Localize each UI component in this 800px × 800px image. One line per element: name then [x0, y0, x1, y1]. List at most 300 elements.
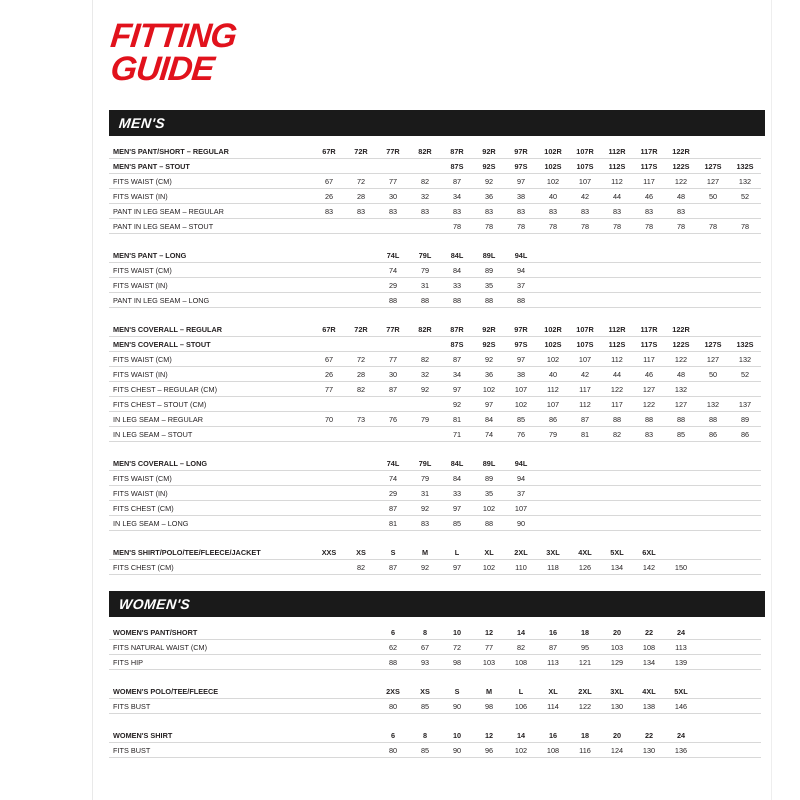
table-cell: 117 [601, 397, 633, 412]
table-cell: 102 [505, 743, 537, 758]
table-cell: M [473, 684, 505, 699]
table-cell: 113 [537, 655, 569, 670]
table-cell: 74L [377, 248, 409, 263]
table-cell: 92R [473, 144, 505, 159]
table-cell: 97 [473, 397, 505, 412]
table-cell [601, 501, 633, 516]
table-cell: 48 [665, 367, 697, 382]
table-cell: 67R [313, 322, 345, 337]
table-cell: 137 [729, 397, 761, 412]
row-label: MEN'S COVERALL – STOUT [109, 337, 313, 352]
table-cell: 46 [633, 367, 665, 382]
table-cell: 70 [313, 412, 345, 427]
table-cell [537, 293, 569, 308]
table-block-gap [93, 308, 771, 322]
table-cell: 88 [505, 293, 537, 308]
table-cell [697, 204, 729, 219]
table-cell: 10 [441, 728, 473, 743]
table-cell [697, 248, 729, 263]
table-cell [313, 501, 345, 516]
table-cell: 83 [409, 204, 441, 219]
table-cell: 46 [633, 189, 665, 204]
table-cell [537, 456, 569, 471]
table-cell [345, 278, 377, 293]
table-cell [729, 560, 761, 575]
table-cell [697, 471, 729, 486]
table-cell: 122 [601, 382, 633, 397]
table-cell: 40 [537, 367, 569, 382]
table-cell [697, 625, 729, 640]
table-cell: 82 [345, 560, 377, 575]
table-cell: 30 [377, 367, 409, 382]
table-cell [729, 322, 761, 337]
table-cell: 107R [569, 144, 601, 159]
table-cell: 8 [409, 728, 441, 743]
size-table [109, 728, 761, 758]
table-cell: 92 [441, 397, 473, 412]
table-cell: 85 [665, 427, 697, 442]
table-cell: 77R [377, 144, 409, 159]
table-cell: 83 [505, 204, 537, 219]
table-cell: 92 [409, 501, 441, 516]
table-cell: 127 [633, 382, 665, 397]
table-cell: 132 [729, 352, 761, 367]
table-cell: 87R [441, 322, 473, 337]
table-cell: 73 [345, 412, 377, 427]
table-cell [729, 486, 761, 501]
table-cell: 36 [473, 367, 505, 382]
document-content [93, 0, 771, 800]
table-cell: 88 [473, 516, 505, 531]
table-cell [345, 397, 377, 412]
page-title-line-2: GUIDE [108, 50, 216, 88]
table-cell: 74 [377, 263, 409, 278]
table-cell [537, 501, 569, 516]
table-cell: 79 [409, 412, 441, 427]
table-cell: 102 [473, 560, 505, 575]
row-label: IN LEG SEAM – REGULAR [109, 412, 313, 427]
table-cell [697, 293, 729, 308]
table-cell [729, 728, 761, 743]
table-cell: 2XL [569, 684, 601, 699]
table-cell: 34 [441, 367, 473, 382]
page-title-line-1: FITTING [108, 17, 238, 55]
table-cell: 78 [697, 219, 729, 234]
table-cell [569, 278, 601, 293]
table-cell [665, 486, 697, 501]
table-cell: 77 [313, 382, 345, 397]
table-cell [697, 743, 729, 758]
table-cell: 77 [377, 352, 409, 367]
row-label: MEN'S PANT – STOUT [109, 159, 313, 174]
table-cell: 127 [697, 352, 729, 367]
table-cell: 92S [473, 337, 505, 352]
table-row [109, 728, 761, 743]
table-cell: 142 [633, 560, 665, 575]
row-label: FITS CHEST (CM) [109, 560, 313, 575]
row-label: WOMEN'S SHIRT [109, 728, 313, 743]
table-cell: XS [345, 545, 377, 560]
table-cell: 103 [601, 640, 633, 655]
table-cell: 92 [473, 174, 505, 189]
table-cell [729, 625, 761, 640]
table-row [109, 412, 761, 427]
table-cell: 112R [601, 144, 633, 159]
table-cell: 116 [569, 743, 601, 758]
table-cell: 118 [537, 560, 569, 575]
table-row [109, 486, 761, 501]
table-cell: 16 [537, 625, 569, 640]
table-cell: 102 [473, 501, 505, 516]
table-cell: 2XL [505, 545, 537, 560]
row-label: PANT IN LEG SEAM – REGULAR [109, 204, 313, 219]
table-cell: 4XL [569, 545, 601, 560]
table-cell: 122 [569, 699, 601, 714]
table-cell [313, 486, 345, 501]
table-cell: 112R [601, 322, 633, 337]
table-cell: 78 [473, 219, 505, 234]
table-cell: 86 [537, 412, 569, 427]
table-row [109, 545, 761, 560]
table-row [109, 684, 761, 699]
table-cell [409, 427, 441, 442]
table-row [109, 352, 761, 367]
table-cell: 88 [665, 412, 697, 427]
table-cell [569, 248, 601, 263]
table-cell: 122 [665, 174, 697, 189]
table-cell: 89L [473, 456, 505, 471]
table-cell [729, 545, 761, 560]
table-cell [729, 293, 761, 308]
table-cell [313, 655, 345, 670]
table-cell [313, 743, 345, 758]
table-cell: 92R [473, 322, 505, 337]
table-cell: XXS [313, 545, 345, 560]
table-cell: L [505, 684, 537, 699]
table-cell: 107 [569, 352, 601, 367]
table-cell: 32 [409, 189, 441, 204]
right-margin-bar [771, 0, 800, 800]
table-cell: 112S [601, 337, 633, 352]
table-cell: 74 [473, 427, 505, 442]
table-cell: 83 [409, 516, 441, 531]
table-cell: XL [537, 684, 569, 699]
table-cell: 83 [377, 204, 409, 219]
table-cell [697, 144, 729, 159]
table-cell: 79 [409, 263, 441, 278]
table-cell [345, 337, 377, 352]
table-cell: 132 [729, 174, 761, 189]
table-cell: 28 [345, 367, 377, 382]
table-row [109, 501, 761, 516]
table-cell: 42 [569, 367, 601, 382]
table-row [109, 159, 761, 174]
table-cell [345, 699, 377, 714]
table-cell: 132S [729, 337, 761, 352]
table-cell: 97R [505, 322, 537, 337]
table-cell: 90 [441, 699, 473, 714]
table-cell: 94L [505, 248, 537, 263]
table-cell: 20 [601, 625, 633, 640]
table-cell: 83 [665, 204, 697, 219]
table-cell [697, 640, 729, 655]
table-cell: 33 [441, 278, 473, 293]
size-table [109, 684, 761, 714]
table-cell [569, 471, 601, 486]
table-cell [313, 728, 345, 743]
table-cell: 102 [505, 397, 537, 412]
table-cell: 34 [441, 189, 473, 204]
table-cell: 89 [729, 412, 761, 427]
table-cell: 107 [537, 397, 569, 412]
table-cell: 127S [697, 159, 729, 174]
table-cell [345, 427, 377, 442]
table-cell: 88 [697, 412, 729, 427]
table-cell: 84L [441, 248, 473, 263]
table-cell: 36 [473, 189, 505, 204]
table-cell [601, 263, 633, 278]
table-cell: 122S [665, 159, 697, 174]
row-label: WOMEN'S PANT/SHORT [109, 625, 313, 640]
table-cell: 52 [729, 367, 761, 382]
table-cell [313, 684, 345, 699]
row-label: FITS WAIST (IN) [109, 486, 313, 501]
table-cell: 12 [473, 728, 505, 743]
table-cell: 14 [505, 728, 537, 743]
table-cell: 18 [569, 625, 601, 640]
table-cell: 97 [505, 352, 537, 367]
table-cell: 67 [313, 352, 345, 367]
table-cell [729, 144, 761, 159]
table-cell [601, 516, 633, 531]
table-cell: 88 [409, 293, 441, 308]
table-cell: 26 [313, 367, 345, 382]
table-cell: 78 [633, 219, 665, 234]
table-cell [665, 248, 697, 263]
table-cell: 89 [473, 263, 505, 278]
row-label: FITS CHEST – REGULAR (CM) [109, 382, 313, 397]
table-cell: 8 [409, 625, 441, 640]
mens-tables [93, 136, 771, 575]
table-row [109, 456, 761, 471]
table-cell: 88 [377, 655, 409, 670]
table-cell: 4XL [633, 684, 665, 699]
row-label: FITS WAIST (IN) [109, 367, 313, 382]
table-row [109, 293, 761, 308]
table-cell: 67R [313, 144, 345, 159]
table-cell: 103 [473, 655, 505, 670]
table-cell: 83 [569, 204, 601, 219]
table-cell [697, 486, 729, 501]
table-cell: 89 [473, 471, 505, 486]
table-cell [377, 337, 409, 352]
table-row [109, 560, 761, 575]
row-label: FITS NATURAL WAIST (CM) [109, 640, 313, 655]
table-cell: 106 [505, 699, 537, 714]
table-cell [345, 743, 377, 758]
row-label: MEN'S PANT/SHORT – REGULAR [109, 144, 313, 159]
table-cell: 130 [601, 699, 633, 714]
table-cell: 83 [441, 204, 473, 219]
table-cell: 97 [441, 501, 473, 516]
table-cell [313, 625, 345, 640]
table-cell [313, 516, 345, 531]
section-header-mens [109, 110, 765, 136]
table-cell: 44 [601, 367, 633, 382]
table-cell [729, 382, 761, 397]
table-cell [729, 501, 761, 516]
table-cell: 122 [665, 352, 697, 367]
table-cell: 126 [569, 560, 601, 575]
table-cell: 98 [441, 655, 473, 670]
table-cell [377, 219, 409, 234]
table-row [109, 655, 761, 670]
table-cell [313, 293, 345, 308]
table-cell: 129 [601, 655, 633, 670]
table-cell: L [441, 545, 473, 560]
table-cell: 82 [409, 352, 441, 367]
table-cell: 88 [633, 412, 665, 427]
table-cell: 37 [505, 486, 537, 501]
table-cell: 76 [377, 412, 409, 427]
table-cell [537, 516, 569, 531]
table-cell [665, 456, 697, 471]
table-cell [697, 655, 729, 670]
table-cell: 97 [505, 174, 537, 189]
table-cell: 117S [633, 159, 665, 174]
table-cell: 2XS [377, 684, 409, 699]
table-row [109, 516, 761, 531]
table-cell: 78 [665, 219, 697, 234]
table-block-gap [93, 670, 771, 684]
table-cell [633, 293, 665, 308]
table-cell: 108 [633, 640, 665, 655]
table-cell: 40 [537, 189, 569, 204]
table-row [109, 382, 761, 397]
table-cell [697, 545, 729, 560]
table-cell: 82 [409, 174, 441, 189]
table-cell: 30 [377, 189, 409, 204]
table-cell: 102 [537, 174, 569, 189]
table-cell [729, 263, 761, 278]
table-cell: 132 [665, 382, 697, 397]
table-cell [729, 516, 761, 531]
row-label: PANT IN LEG SEAM – STOUT [109, 219, 313, 234]
table-cell: 114 [537, 699, 569, 714]
table-cell: 134 [633, 655, 665, 670]
table-cell: 85 [441, 516, 473, 531]
table-cell [313, 427, 345, 442]
table-cell [601, 293, 633, 308]
table-cell: 122 [633, 397, 665, 412]
table-cell: 102 [473, 382, 505, 397]
table-block-gap [93, 234, 771, 248]
size-table [109, 144, 761, 234]
table-cell: 81 [569, 427, 601, 442]
table-cell: 62 [377, 640, 409, 655]
table-cell: 98 [473, 699, 505, 714]
table-cell [697, 263, 729, 278]
table-cell [345, 640, 377, 655]
table-cell: 124 [601, 743, 633, 758]
table-cell [665, 278, 697, 293]
table-cell: 87 [569, 412, 601, 427]
section-header-womens [109, 591, 765, 617]
section-header-mens-label: MEN'S [118, 115, 167, 131]
table-cell: 48 [665, 189, 697, 204]
table-cell [377, 397, 409, 412]
table-cell [313, 560, 345, 575]
table-cell: 121 [569, 655, 601, 670]
table-cell [345, 655, 377, 670]
table-row [109, 144, 761, 159]
table-cell: 97R [505, 144, 537, 159]
table-cell [345, 486, 377, 501]
table-cell: 108 [537, 743, 569, 758]
table-cell: 117 [633, 352, 665, 367]
table-cell [665, 263, 697, 278]
table-cell: 28 [345, 189, 377, 204]
table-row [109, 337, 761, 352]
table-cell: 5XL [601, 545, 633, 560]
table-cell: 82R [409, 144, 441, 159]
table-cell [633, 248, 665, 263]
table-cell: 107R [569, 322, 601, 337]
table-cell [313, 337, 345, 352]
table-cell: 84L [441, 456, 473, 471]
table-cell [633, 516, 665, 531]
table-cell [665, 516, 697, 531]
table-cell [665, 545, 697, 560]
table-cell: 87 [537, 640, 569, 655]
table-cell [633, 278, 665, 293]
table-cell [665, 501, 697, 516]
table-cell [729, 248, 761, 263]
table-cell: 83 [345, 204, 377, 219]
table-cell: 82 [345, 382, 377, 397]
table-cell [729, 699, 761, 714]
table-cell: 72 [345, 174, 377, 189]
table-cell: 92 [409, 382, 441, 397]
table-cell [601, 456, 633, 471]
row-label: FITS WAIST (CM) [109, 471, 313, 486]
table-cell [601, 471, 633, 486]
table-cell: 26 [313, 189, 345, 204]
table-cell: 50 [697, 367, 729, 382]
table-row [109, 174, 761, 189]
table-cell [409, 219, 441, 234]
table-cell: 107S [569, 337, 601, 352]
table-cell: 74 [377, 471, 409, 486]
table-row [109, 471, 761, 486]
row-label: FITS WAIST (CM) [109, 263, 313, 278]
table-cell: 107S [569, 159, 601, 174]
table-cell: 127 [665, 397, 697, 412]
table-cell: 150 [665, 560, 697, 575]
table-cell: 33 [441, 486, 473, 501]
table-cell: 67 [313, 174, 345, 189]
size-table [109, 456, 761, 531]
row-label: MEN'S COVERALL – REGULAR [109, 322, 313, 337]
table-cell: 31 [409, 278, 441, 293]
table-block-gap [93, 442, 771, 456]
table-cell [569, 263, 601, 278]
table-cell: 102 [537, 352, 569, 367]
table-cell [313, 397, 345, 412]
table-cell [345, 501, 377, 516]
table-cell: 83 [601, 204, 633, 219]
table-cell [377, 159, 409, 174]
